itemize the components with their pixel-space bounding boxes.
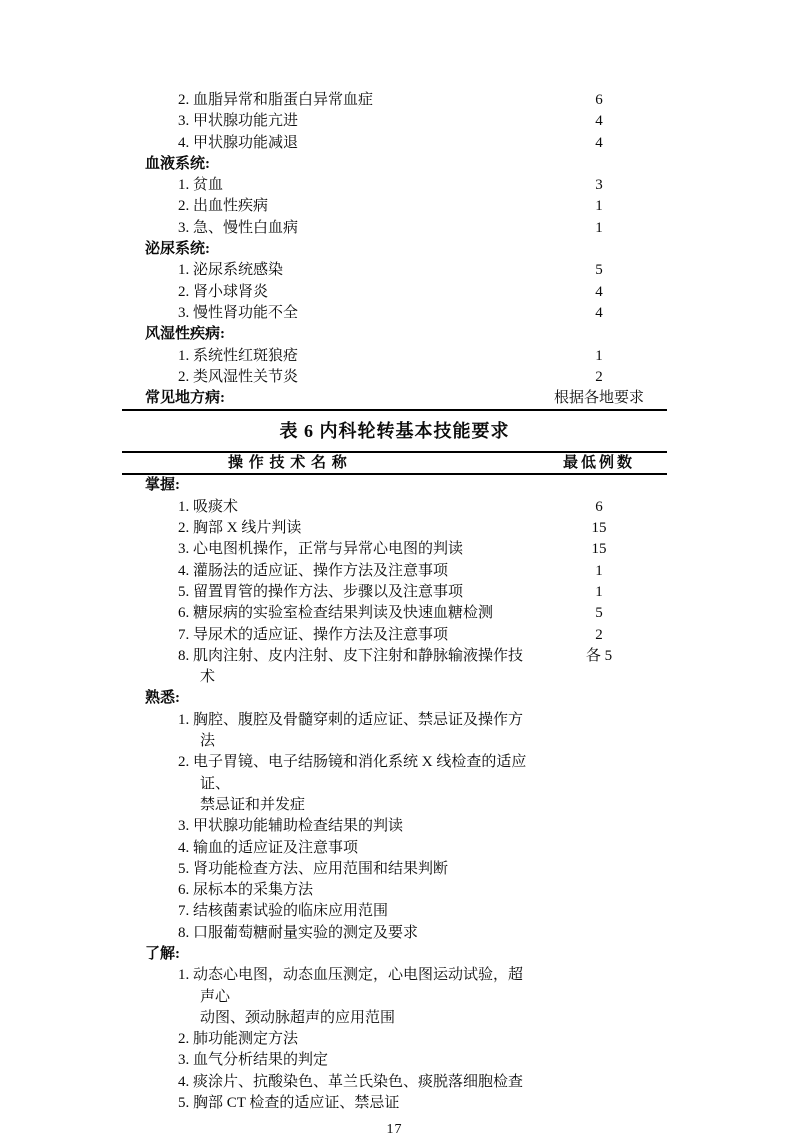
row-value: 1 (595, 583, 603, 600)
table6-title: 表 6 内科轮转基本技能要求 (279, 421, 510, 442)
row-label: 2. 肾小球肾炎 (178, 283, 269, 300)
section-header-row (122, 475, 667, 496)
row-label: 4. 痰涂片、抗酸染色、革兰氏染色、痰脱落细胞检查 (178, 1073, 524, 1090)
row-label: 2. 血脂异常和脂蛋白异常血症 (178, 92, 374, 108)
row-value: 4 (595, 283, 603, 300)
item-row (122, 196, 667, 217)
item-row (122, 90, 667, 111)
skills-table-header-row (122, 451, 667, 475)
section-header-row (122, 154, 667, 175)
row-label: 5. 肾功能检查方法、应用范围和结果判断 (178, 860, 449, 877)
row-label: 4. 灌肠法的适应证、操作方法及注意事项 (178, 562, 449, 579)
item-row (122, 901, 667, 922)
row-value: 各 5 (585, 647, 613, 664)
row-label: 7. 导尿术的适应证、操作方法及注意事项 (178, 626, 449, 643)
row-label: 3. 血气分析结果的判定 (178, 1052, 329, 1069)
item-row (122, 1093, 667, 1114)
row-label: 1. 吸痰术 (178, 498, 239, 515)
item-row (122, 923, 667, 944)
item-row (122, 518, 667, 539)
item-row (122, 880, 667, 901)
row-value: 2 (595, 626, 603, 643)
row-label: 1. 泌尿系统感染 (178, 262, 284, 279)
item-row (122, 710, 667, 753)
row-label: 6. 糖尿病的实验室检查结果判读及快速血糖检测 (178, 605, 494, 622)
row-label: 2. 肺功能测定方法 (178, 1031, 299, 1048)
item-row (122, 1050, 667, 1071)
item-row (122, 539, 667, 560)
row-value: 根据各地要求 (553, 390, 644, 407)
row-value: 5 (595, 262, 603, 279)
item-row (122, 859, 667, 880)
row-label: 4. 甲状腺功能减退 (178, 134, 299, 151)
item-row (122, 282, 667, 303)
disease-requirements-table (122, 90, 667, 411)
column-header-minimum-cases: 最低例数 (562, 454, 635, 471)
row-label: 2. 电子胃镜、电子结肠镜和消化系统 X 线检查的适应证、 禁忌证和并发症 (178, 754, 527, 813)
row-value: 1 (595, 198, 603, 215)
disease-requirements-rows (122, 90, 667, 409)
row-label: 5. 胸部 CT 检查的适应证、禁忌证 (178, 1095, 400, 1112)
item-row (122, 1072, 667, 1093)
row-value: 2 (595, 368, 603, 385)
row-value: 15 (591, 541, 607, 558)
item-row (122, 582, 667, 603)
item-row (122, 603, 667, 624)
row-value: 1 (595, 219, 603, 236)
row-label: 8. 肌肉注射、皮内注射、皮下注射和静脉输液操作技术 (178, 647, 524, 686)
row-label: 常见地方病: (145, 390, 225, 407)
section-header-row (122, 388, 667, 409)
row-value: 4 (595, 113, 603, 130)
item-row (122, 646, 667, 689)
item-row (122, 346, 667, 367)
row-label: 了解: (145, 945, 180, 962)
skills-table-rows (122, 475, 667, 1114)
row-label: 1. 系统性红斑狼疮 (178, 347, 299, 364)
row-label: 泌尿系统: (145, 241, 210, 258)
row-label: 风湿性疾病: (145, 326, 225, 343)
item-row (122, 175, 667, 196)
row-label: 3. 甲状腺功能亢进 (178, 113, 299, 130)
row-value: 3 (595, 177, 603, 194)
item-row (122, 218, 667, 239)
item-row (122, 497, 667, 518)
page-number: 17 (386, 1122, 403, 1138)
item-row (122, 1029, 667, 1050)
row-label: 8. 口服葡萄糖耐量实验的测定及要求 (178, 924, 419, 941)
row-value: 4 (595, 304, 603, 321)
row-value: 15 (591, 520, 607, 537)
row-label: 1. 胸腔、腹腔及骨髓穿刺的适应证、禁忌证及操作方法 (178, 711, 524, 750)
item-row (122, 838, 667, 859)
item-row (122, 965, 667, 1029)
section-header-row (122, 324, 667, 345)
row-value: 1 (595, 347, 603, 364)
row-label: 6. 尿标本的采集方法 (178, 882, 314, 899)
item-row (122, 752, 667, 816)
row-label: 5. 留置胃管的操作方法、步骤以及注意事项 (178, 583, 464, 600)
row-label: 血液系统: (145, 155, 210, 172)
row-label: 1. 贫血 (178, 177, 224, 194)
row-label: 掌握: (145, 477, 180, 494)
section-header-row (122, 239, 667, 260)
item-row (122, 625, 667, 646)
section-header-row (122, 944, 667, 965)
row-label: 3. 心电图机操作，正常与异常心电图的判读 (178, 541, 464, 558)
item-row (122, 111, 667, 132)
item-row (122, 816, 667, 837)
item-row (122, 260, 667, 281)
row-value: 6 (595, 92, 603, 108)
item-row (122, 303, 667, 324)
skills-requirements-table (122, 451, 667, 1114)
row-label: 4. 输血的适应证及注意事项 (178, 839, 359, 856)
item-row (122, 561, 667, 582)
row-label: 2. 类风湿性关节炎 (178, 368, 299, 385)
row-label: 2. 胸部 X 线片判读 (178, 520, 302, 537)
page-content (122, 90, 667, 1141)
section-header-row (122, 688, 667, 709)
row-label: 2. 出血性疾病 (178, 198, 269, 215)
row-label: 7. 结核菌素试验的临床应用范围 (178, 903, 389, 920)
row-label: 熟悉: (145, 690, 180, 707)
row-label: 1. 动态心电图，动态血压测定，心电图运动试验，超声心 动图、颈动脉超声的应用范围 (178, 967, 524, 1026)
item-row (122, 367, 667, 388)
row-value: 1 (595, 562, 603, 579)
column-header-operation-name: 操 作 技 术 名 称 (228, 454, 348, 471)
row-value: 6 (595, 498, 603, 515)
row-value: 5 (595, 605, 603, 622)
row-value: 4 (595, 134, 603, 151)
row-label: 3. 甲状腺功能辅助检查结果的判读 (178, 818, 404, 835)
row-label: 3. 慢性肾功能不全 (178, 304, 299, 321)
item-row (122, 133, 667, 154)
row-label: 3. 急、慢性白血病 (178, 219, 299, 236)
